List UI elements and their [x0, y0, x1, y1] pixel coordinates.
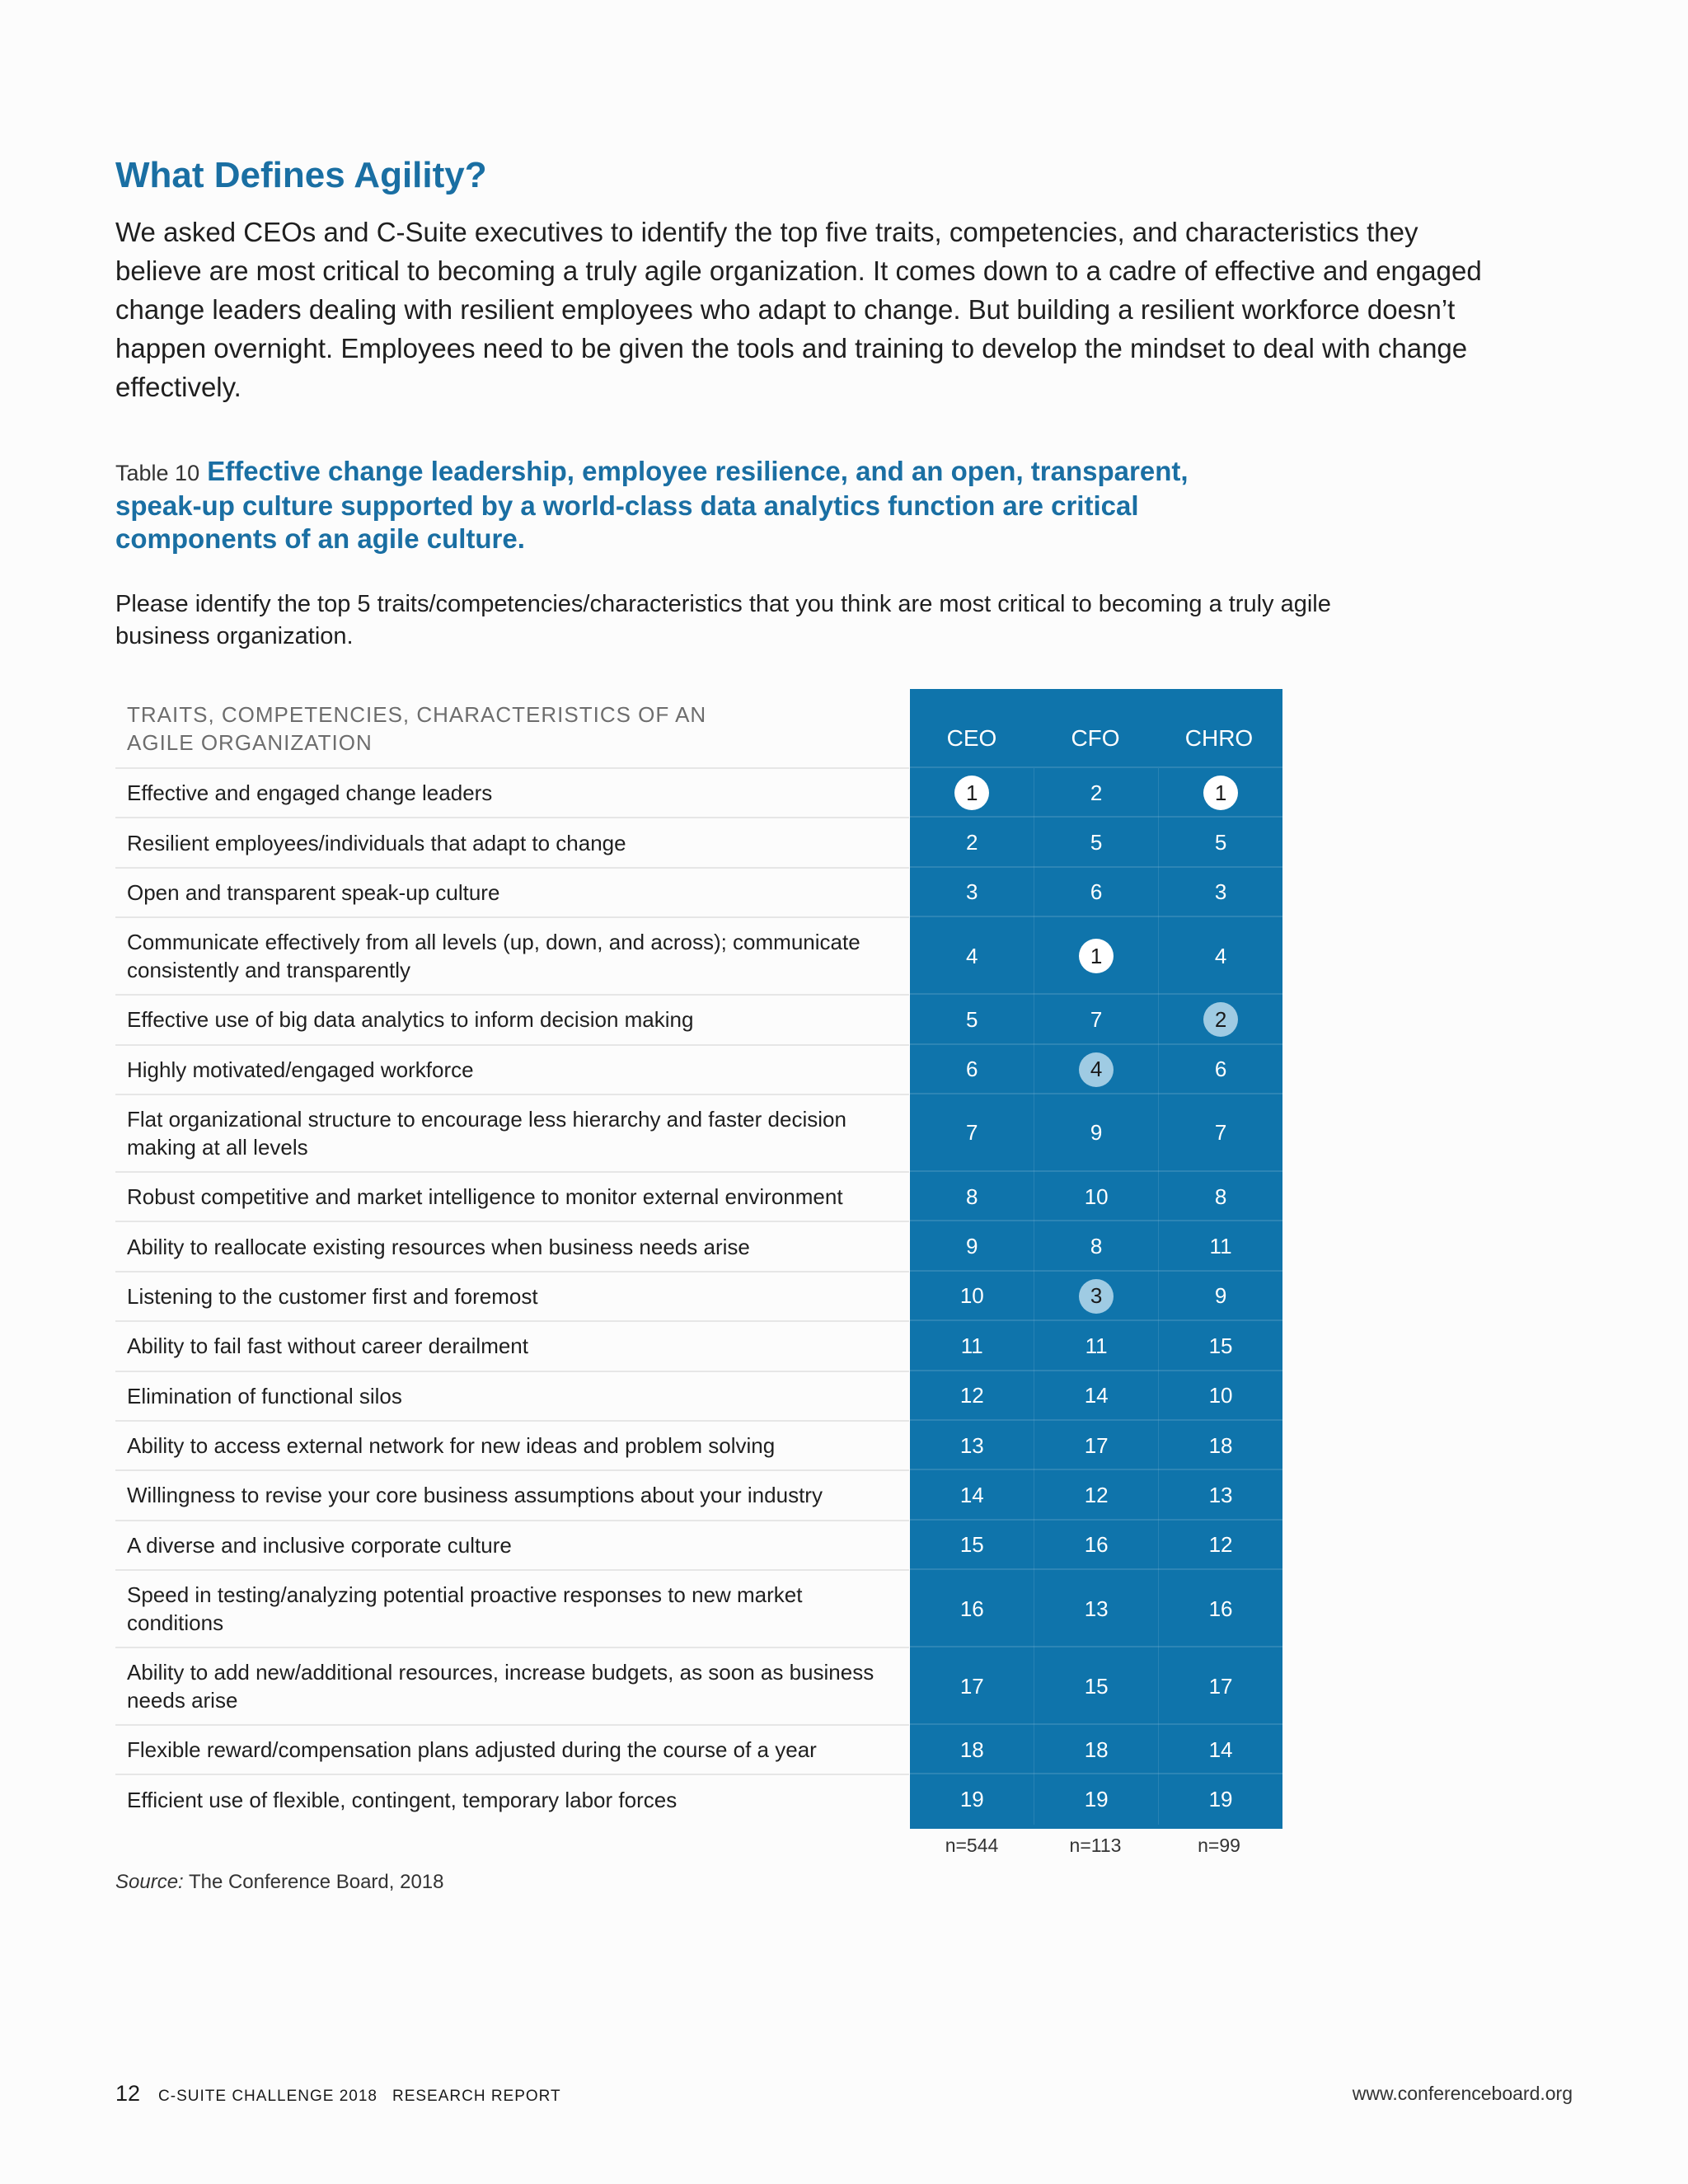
rank-value: 7 [966, 1120, 978, 1146]
rank-cell-ceo [909, 1093, 1034, 1172]
table-row [115, 1221, 1282, 1270]
column-header-ceo: CEO [946, 725, 997, 751]
rankings-table [115, 767, 1282, 1824]
rank-value: 7 [1214, 1120, 1227, 1146]
rank-cell-ceo [909, 916, 1034, 995]
rank-value: 13 [1084, 1596, 1109, 1621]
rank-cell-cfo [1034, 1773, 1158, 1824]
row-label: Flat organizational structure to encourage less hierarchy and faster decision making at all levels [115, 1094, 909, 1171]
table-row [115, 1724, 1282, 1774]
row-label: Ability to add new/additional resources, increase budgets, as soon as business needs arise [115, 1647, 909, 1724]
rank-badge: 4 [1079, 1052, 1114, 1087]
rank-cell-cfo [1034, 1043, 1158, 1094]
rank-cell-ceo [909, 1370, 1034, 1421]
table-row [115, 916, 1282, 994]
row-label: Effective use of big data analytics to inform decision making [115, 994, 909, 1043]
rank-cell-cfo [1034, 1319, 1158, 1371]
table-row [115, 1044, 1282, 1094]
rank-cell-chro [1158, 816, 1282, 867]
sample-size-chro: n=99 [1198, 1835, 1240, 1856]
rank-cell-ceo [909, 1773, 1034, 1824]
rank-value: 5 [1214, 830, 1227, 855]
table-row [115, 1647, 1282, 1724]
column-header-cfo: CFO [1071, 725, 1120, 751]
table-row [115, 1094, 1282, 1171]
rank-cell-ceo [909, 1723, 1034, 1774]
rank-cell-chro [1158, 1093, 1282, 1172]
rank-value: 15 [1208, 1333, 1233, 1358]
rank-cell-chro [1158, 1723, 1282, 1774]
rank-cell-cfo [1034, 1469, 1158, 1520]
row-label: Robust competitive and market intelligence to monitor external environment [115, 1171, 909, 1221]
rank-cell-ceo [909, 1419, 1034, 1470]
rank-cell-chro [1158, 993, 1282, 1044]
rank-value: 14 [1084, 1383, 1109, 1408]
page-title: What Defines Agility? [115, 155, 487, 195]
table-row [115, 817, 1282, 866]
rank-value: 17 [1208, 1673, 1233, 1699]
traits-column-header: TRAITS, COMPETENCIES, CHARACTERISTICS OF AN AGILE ORGANIZATION [127, 702, 707, 755]
table-row [115, 767, 1282, 817]
rank-value: 7 [1090, 1006, 1103, 1032]
source-text: The Conference Board, 2018 [188, 1871, 444, 1893]
rank-value: 3 [966, 879, 978, 905]
rank-value: 15 [1084, 1673, 1109, 1699]
rank-cell-ceo [909, 1170, 1034, 1221]
rank-value: 6 [1214, 1057, 1227, 1082]
rank-value: 12 [959, 1383, 984, 1408]
row-label: Ability to fail fast without career derailment [115, 1320, 909, 1370]
table-caption [115, 455, 1269, 555]
rank-value: 10 [1084, 1183, 1109, 1209]
rank-value: 18 [1084, 1736, 1109, 1762]
rank-cell-cfo [1034, 1646, 1158, 1725]
rank-cell-ceo [909, 1270, 1034, 1321]
rank-badge: 3 [1079, 1279, 1114, 1314]
row-label: A diverse and inclusive corporate culture [115, 1520, 909, 1569]
rank-cell-cfo [1034, 1568, 1158, 1647]
rank-cell-cfo [1034, 1419, 1158, 1470]
rank-value: 14 [1208, 1736, 1233, 1762]
rank-cell-chro [1158, 1773, 1282, 1824]
rank-cell-ceo [909, 1469, 1034, 1520]
rank-value: 11 [1209, 1234, 1232, 1259]
rank-value: 13 [959, 1432, 984, 1458]
rank-cell-ceo [909, 1568, 1034, 1647]
rank-cell-cfo [1034, 1170, 1158, 1221]
row-label: Resilient employees/individuals that adapt to change [115, 817, 909, 866]
table-row [115, 1569, 1282, 1647]
rank-cell-ceo [909, 1646, 1034, 1725]
rank-value: 11 [1085, 1333, 1108, 1358]
rank-value: 6 [1090, 879, 1103, 905]
rank-value: 3 [1214, 879, 1227, 905]
page-number: 12 [115, 2081, 141, 2106]
rank-badge: 2 [1203, 1002, 1238, 1037]
row-label: Elimination of functional silos [115, 1371, 909, 1420]
rank-badge: 1 [954, 776, 989, 810]
rank-cell-cfo [1034, 1370, 1158, 1421]
rank-value: 15 [959, 1532, 984, 1558]
row-label: Ability to access external network for new ideas and problem solving [115, 1420, 909, 1469]
rank-value: 5 [1090, 830, 1103, 855]
rank-cell-cfo [1034, 993, 1158, 1044]
rank-badge: 1 [1203, 776, 1238, 810]
sample-size-cfo: n=113 [1069, 1835, 1122, 1856]
rank-cell-chro [1158, 1270, 1282, 1321]
website-link[interactable]: www.conferenceboard.org [1352, 2083, 1573, 2104]
rank-value: 9 [966, 1234, 978, 1259]
rank-badge: 1 [1079, 939, 1114, 973]
rank-value: 19 [959, 1787, 984, 1812]
rank-cell-ceo [909, 766, 1034, 818]
rank-cell-cfo [1034, 866, 1158, 917]
row-label: Effective and engaged change leaders [115, 767, 909, 817]
rank-cell-ceo [909, 993, 1034, 1044]
rank-cell-ceo [909, 816, 1034, 867]
rank-cell-cfo [1034, 1519, 1158, 1570]
rank-value: 8 [966, 1183, 978, 1209]
rank-value: 2 [1090, 780, 1103, 805]
row-label: Listening to the customer first and foremost [115, 1271, 909, 1320]
table-row [115, 1420, 1282, 1469]
table-row [115, 1371, 1282, 1420]
rank-value: 9 [1214, 1283, 1227, 1309]
rank-value: 13 [1208, 1482, 1233, 1507]
rank-value: 18 [959, 1736, 984, 1762]
footer [115, 2081, 561, 2107]
rank-cell-cfo [1034, 1220, 1158, 1271]
rank-cell-cfo [1034, 1270, 1158, 1321]
rank-value: 8 [1214, 1183, 1227, 1209]
rank-cell-ceo [909, 1319, 1034, 1371]
table-row [115, 994, 1282, 1043]
table-title: Effective change leadership, employee resilience, and an open, transparent, speak-up culture supported by a world-class data analytics function are critical components of an agile culture. [115, 456, 1189, 554]
table-row [115, 1520, 1282, 1569]
row-label: Communicate effectively from all levels (up, down, and across); communicate consistently and transparently [115, 916, 909, 994]
rank-value: 16 [1084, 1532, 1109, 1558]
rank-value: 10 [959, 1283, 984, 1309]
table-row [115, 1271, 1282, 1320]
rank-cell-ceo [909, 1220, 1034, 1271]
sample-size-ceo: n=544 [945, 1835, 999, 1856]
table-row [115, 1171, 1282, 1221]
rank-value: 2 [966, 830, 978, 855]
rank-value: 5 [966, 1006, 978, 1032]
intro-paragraph: We asked CEOs and C-Suite executives to identify the top five traits, competencies, and characteristics they believe are most critical to becoming a truly agile organization. It comes down to a cadre of effective and engaged change leaders dealing with resilient employees who adapt to change. But building a resilient workforce doesn’t happen overnight. Employees need to be given the tools and training to develop the mindset to deal with change effectively. [115, 217, 1482, 402]
table-row [115, 1774, 1282, 1823]
rank-value: 8 [1090, 1234, 1103, 1259]
row-label: Ability to reallocate existing resources when business needs arise [115, 1221, 909, 1270]
rank-value: 17 [1084, 1432, 1109, 1458]
rank-value: 10 [1208, 1383, 1233, 1408]
sample-sizes [910, 1835, 1282, 1857]
rank-cell-cfo [1034, 1723, 1158, 1774]
rank-cell-ceo [909, 866, 1034, 917]
rank-cell-chro [1158, 1220, 1282, 1271]
rank-cell-chro [1158, 1568, 1282, 1647]
rank-cell-cfo [1034, 916, 1158, 995]
report-type: RESEARCH REPORT [392, 2088, 561, 2105]
rank-value: 14 [959, 1482, 984, 1507]
table-row [115, 1320, 1282, 1370]
rank-cell-ceo [909, 1519, 1034, 1570]
rank-cell-cfo [1034, 1093, 1158, 1172]
rank-value: 9 [1090, 1120, 1103, 1146]
rank-value: 17 [959, 1673, 984, 1699]
rank-value: 12 [1208, 1532, 1233, 1558]
column-header-chro: CHRO [1184, 725, 1254, 751]
table-number: Table 10 [115, 461, 200, 485]
rank-cell-chro [1158, 866, 1282, 917]
rank-cell-cfo [1034, 816, 1158, 867]
row-label: Highly motivated/engaged workforce [115, 1044, 909, 1094]
rank-cell-chro [1158, 1469, 1282, 1520]
rank-cell-cfo [1034, 766, 1158, 818]
rank-cell-chro [1158, 1319, 1282, 1371]
rank-cell-chro [1158, 1370, 1282, 1421]
rank-value: 12 [1084, 1482, 1109, 1507]
rank-value: 19 [1084, 1787, 1109, 1812]
row-label: Open and transparent speak-up culture [115, 867, 909, 916]
rank-value: 16 [959, 1596, 984, 1621]
rank-value: 18 [1208, 1432, 1233, 1458]
rank-cell-chro [1158, 1043, 1282, 1094]
rank-value: 11 [960, 1333, 983, 1358]
table-row [115, 867, 1282, 916]
rank-cell-chro [1158, 1519, 1282, 1570]
rank-cell-chro [1158, 1419, 1282, 1470]
rank-value: 16 [1208, 1596, 1233, 1621]
rank-cell-chro [1158, 1170, 1282, 1221]
report-name: C-SUITE CHALLENGE 2018 [158, 2088, 377, 2105]
table-row [115, 1469, 1282, 1519]
rank-cell-chro [1158, 766, 1282, 818]
rank-value: 19 [1208, 1787, 1233, 1812]
rank-value: 4 [1214, 943, 1227, 968]
rank-cell-chro [1158, 916, 1282, 995]
source-note [115, 1871, 444, 1894]
row-label: Speed in testing/analyzing potential proactive responses to new market conditions [115, 1569, 909, 1647]
rank-value: 4 [966, 943, 978, 968]
source-label: Source: [115, 1871, 184, 1893]
row-label: Flexible reward/compensation plans adjusted during the course of a year [115, 1724, 909, 1774]
row-label: Willingness to revise your core business assumptions about your industry [115, 1469, 909, 1519]
rank-cell-chro [1158, 1646, 1282, 1725]
rank-cell-ceo [909, 1043, 1034, 1094]
rank-value: 6 [966, 1057, 978, 1082]
row-label: Efficient use of flexible, contingent, temporary labor forces [115, 1774, 909, 1823]
survey-question: Please identify the top 5 traits/competencies/characteristics that you think are most critical to becoming a truly agile business organization. [115, 591, 1331, 649]
